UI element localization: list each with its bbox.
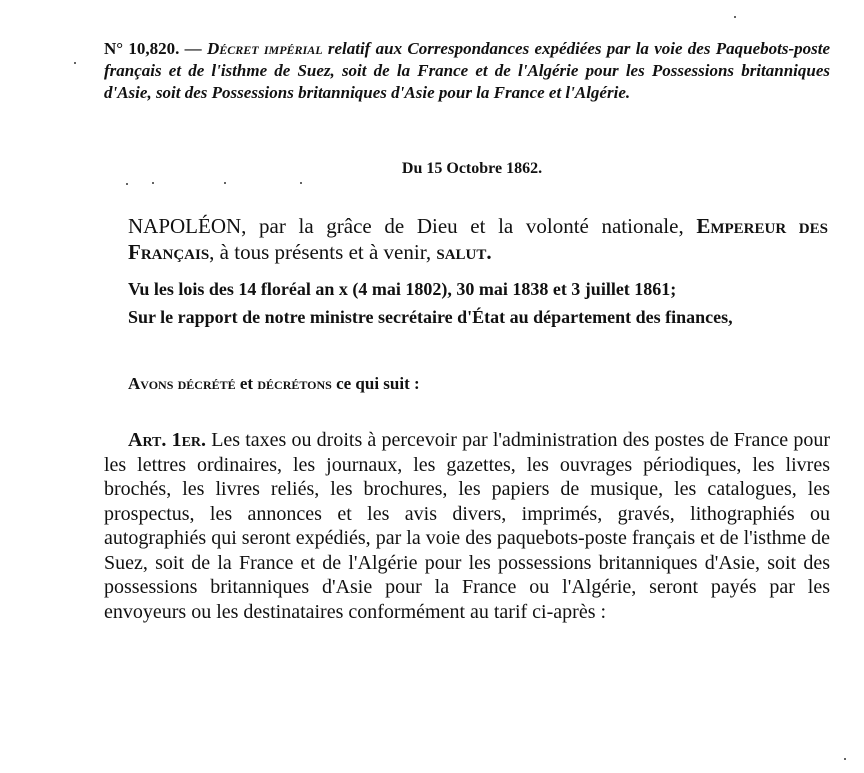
preamble-text-1: , par la grâce de Dieu et la volonté nationale, (241, 214, 697, 238)
avons-decrete: Avons décrété (128, 374, 236, 393)
salut: salut. (436, 240, 492, 264)
consideration-laws: Vu les lois des 14 floréal an x (4 mai 1802), 30 mai 1838 et 3 juillet 1861; (128, 279, 677, 299)
article-label: Art. 1er. (128, 429, 207, 451)
article-1 (104, 428, 830, 624)
formula-rest: ce qui suit : (331, 374, 420, 393)
decree-type: Décret impérial (206, 39, 323, 58)
considerations (128, 277, 828, 333)
decree-number: N° 10,820. — (104, 39, 202, 58)
decree-formula (128, 374, 420, 394)
scan-speck (844, 758, 846, 760)
decree-date: Du 15 Octobre 1862. (401, 160, 543, 177)
emperor-name: NAPOLÉON (128, 214, 242, 238)
article-text: Les taxes ou droits à percevoir par l'administration des postes de France pour les lettres ordinaires, les journaux, les gazettes, les ouvrages périodiques, les livres brochés, les livres reliés, les brochures, les papiers de musique, les catalogues, les prospectus, les annonces et les avis divers, imprimés, gravés, lithographiés ou autographiés qui seront expédiés, par la voie des paquebots-poste français et de l'isthme de Suez, soit de la France et de l'Algérie pour les possessions britanniques d'Asie, soit des possessions britanniques d'Asie pour la France ou l'Algérie, seront payés par les envoyeurs ou les destinataires conformément au tarif ci-après : (104, 429, 830, 623)
scan-speck (152, 182, 154, 184)
consideration-report: Sur le rapport de notre ministre secrétaire d'État au département des finances, (128, 307, 733, 327)
scan-speck (74, 62, 76, 64)
decree-title: relatif aux Correspondances expédiées par la voie des Paquebots-poste français et de l'isthme de Suez, soit de la France et de l'Algérie pour les Possessions britanniques d'Asie, soit des Possessions britanniques d'Asie pour la France et l'Algérie. (104, 39, 831, 102)
scan-speck (126, 183, 128, 185)
scan-speck (734, 16, 736, 18)
decree-heading (104, 38, 830, 104)
article-1-paragraph (104, 428, 830, 624)
decretons: décrétons (257, 374, 332, 393)
scan-speck (300, 182, 302, 184)
preamble (128, 213, 828, 265)
formula-et: et (235, 374, 258, 393)
emperor-title: Empereur des Français (128, 214, 828, 264)
preamble-text-2: , à tous présents et à venir, (209, 240, 437, 264)
scan-speck (224, 182, 226, 184)
